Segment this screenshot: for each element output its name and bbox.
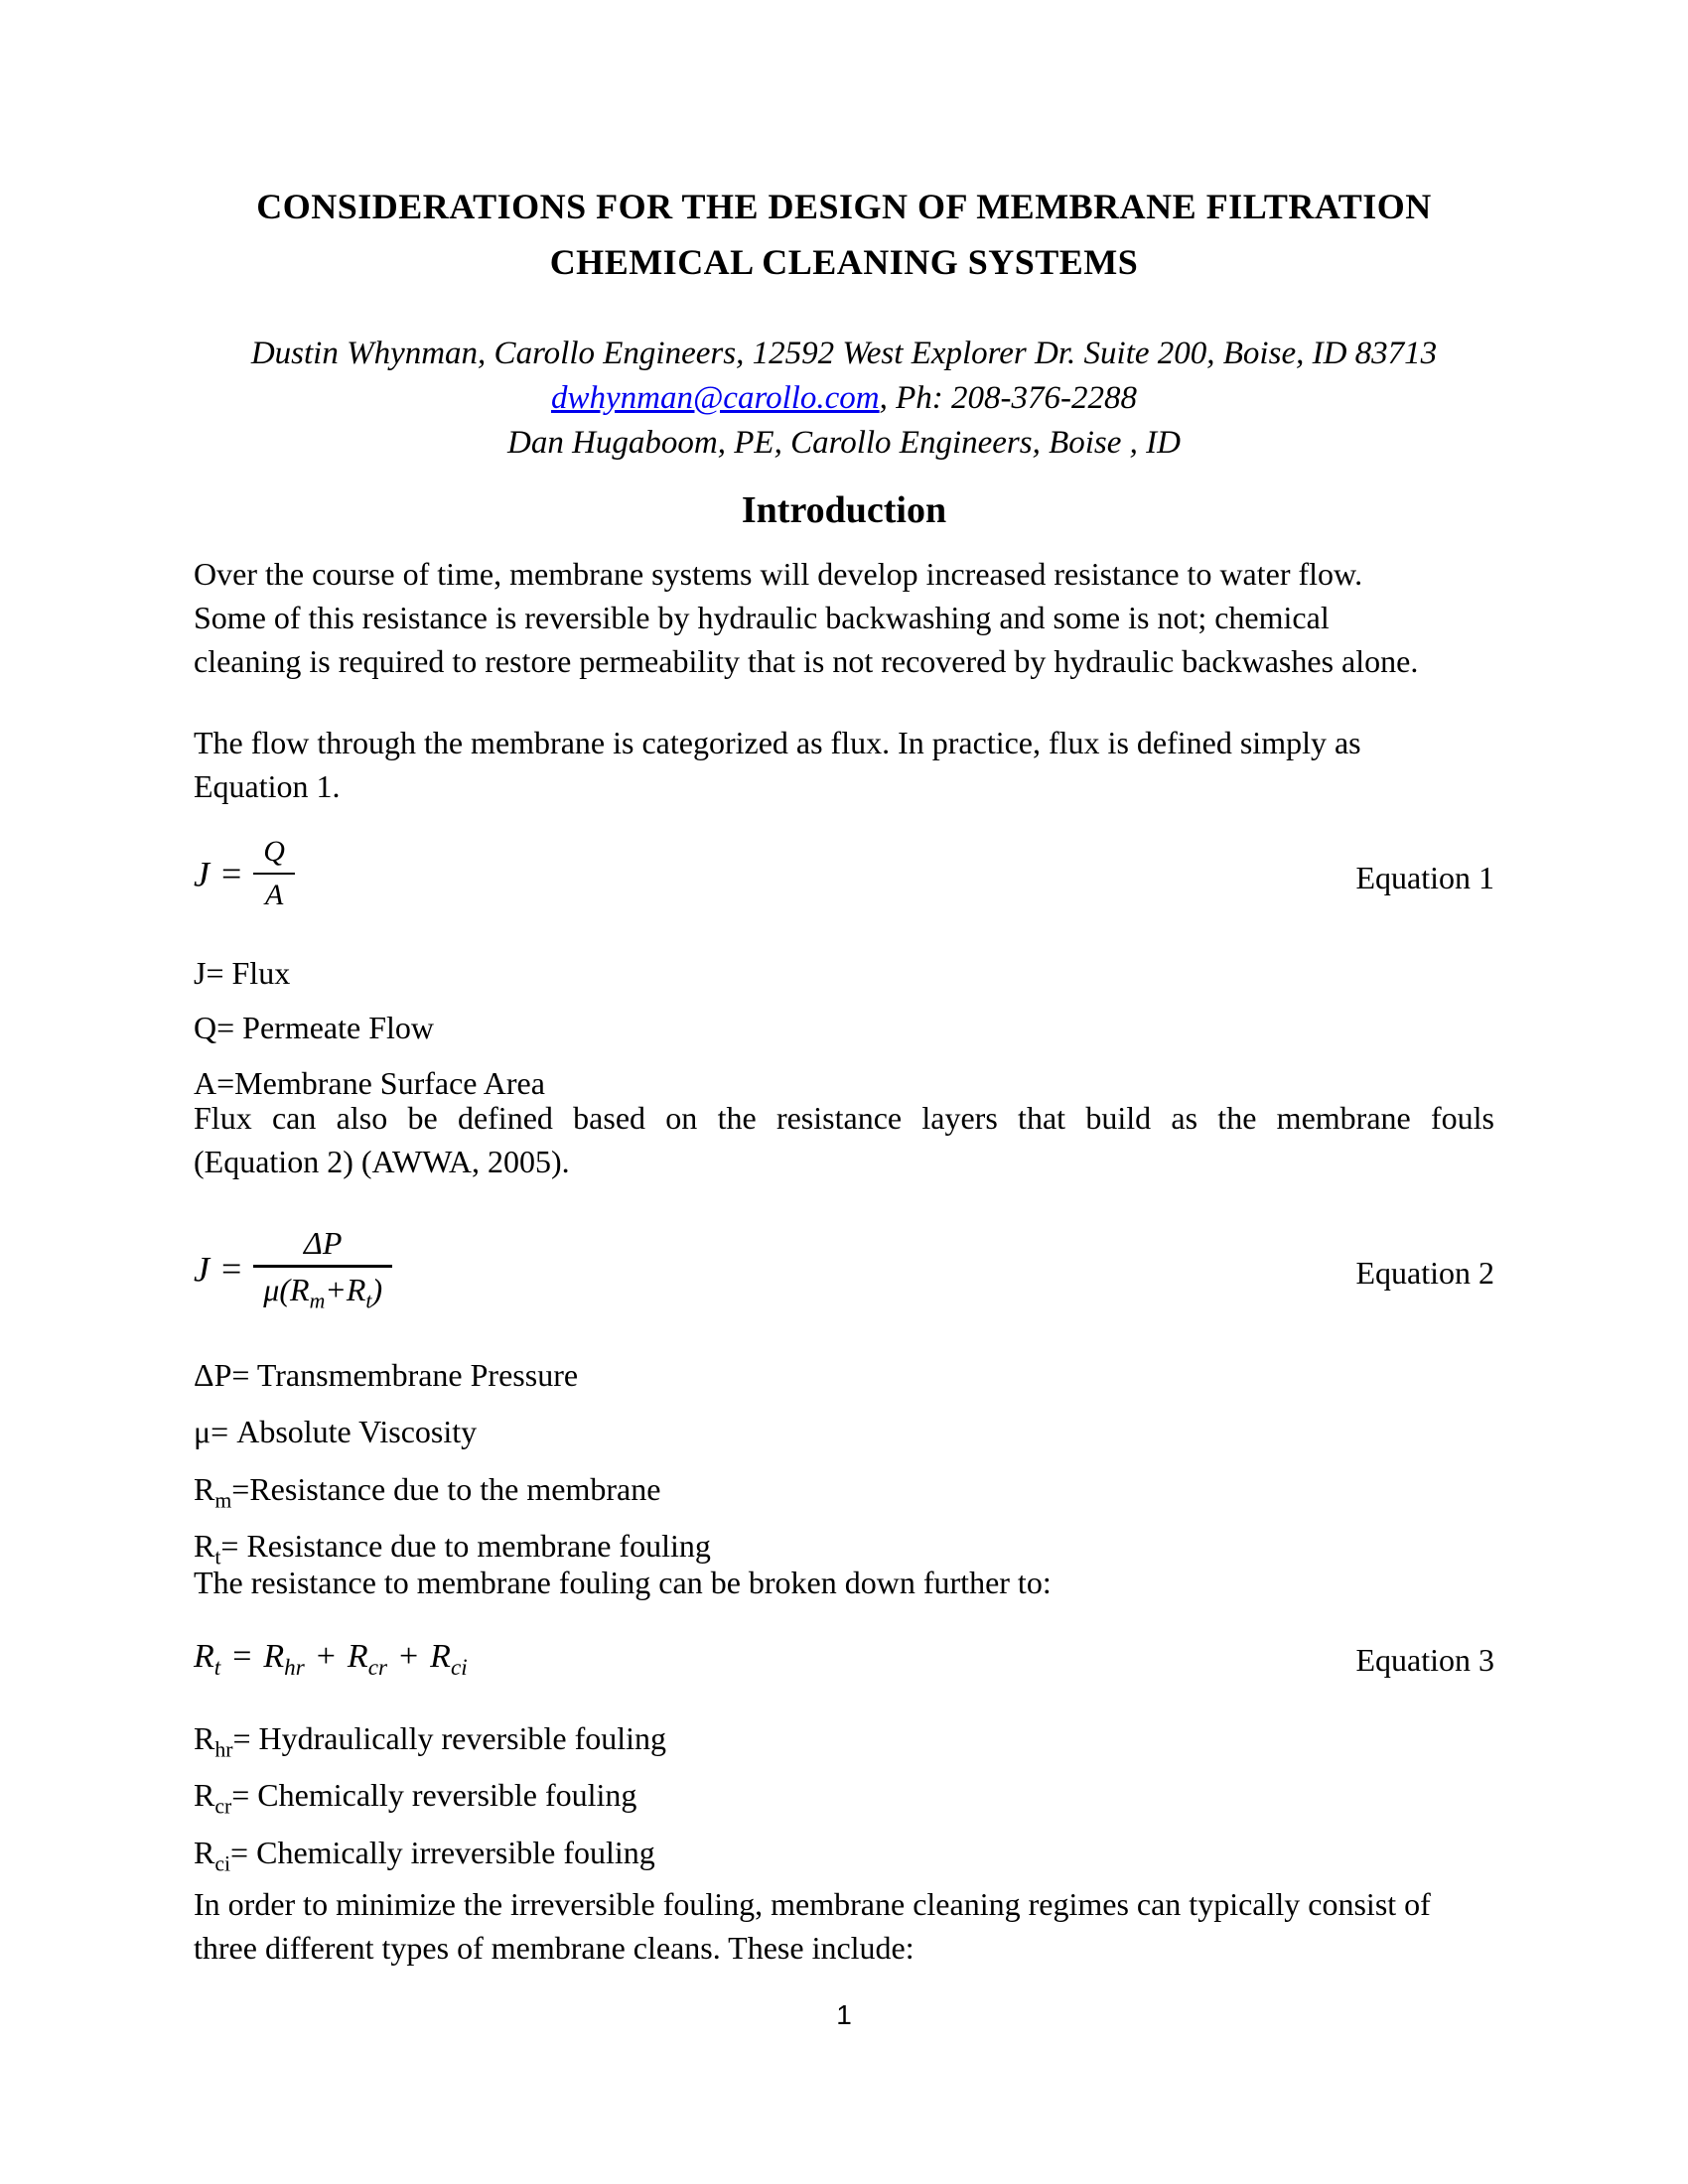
- eq3-term: R: [430, 1638, 451, 1676]
- eq1-equals: =: [220, 854, 242, 894]
- den-text: +R: [325, 1271, 366, 1307]
- definition-text: = Flux: [206, 955, 291, 991]
- eq3-operator: =: [232, 1638, 252, 1676]
- eq2-lhs: J: [194, 1249, 210, 1290]
- den-subscript: t: [365, 1289, 372, 1313]
- definition-text: = Resistance due to membrane fouling: [220, 1528, 711, 1565]
- equation-2-label: Equation 2: [1355, 1254, 1494, 1291]
- eq3-subscript: ci: [450, 1654, 468, 1681]
- definitions-eq3: [194, 1715, 1494, 1886]
- eq1-fraction: [253, 834, 295, 913]
- symbol-subscript: hr: [214, 1737, 233, 1762]
- paper-title-line2: CHEMICAL CLEANING SYSTEMS: [549, 242, 1139, 282]
- author-line1: Dustin Whynman, Carollo Engineers, 12592 West Explorer Dr. Suite 200, Boise, ID 83713: [250, 336, 1438, 371]
- author-line3: Dan Hugaboom, PE, Carollo Engineers, Boise , ID: [507, 425, 1181, 461]
- definitions-eq1: [194, 951, 1494, 1116]
- paragraph-line: Flux can also be defined based on the resistance layers that build as the membrane fouls: [194, 1100, 1494, 1136]
- equation-2: [194, 1224, 392, 1318]
- symbol: μ: [194, 1414, 211, 1450]
- definition-text: = Chemically irreversible fouling: [230, 1834, 655, 1870]
- eq1-lhs: J: [194, 854, 210, 894]
- symbol: J: [194, 955, 207, 991]
- eq3-operator: +: [398, 1638, 419, 1676]
- equation-3: [194, 1638, 468, 1682]
- symbol: R: [194, 1528, 215, 1565]
- definition-text: = Absolute Viscosity: [211, 1414, 478, 1450]
- den-subscript: m: [309, 1289, 326, 1313]
- paragraph-line: (Equation 2) (AWWA, 2005).: [194, 1144, 570, 1179]
- paper-title-line1: CONSIDERATIONS FOR THE DESIGN OF MEMBRANE FILTRATION: [256, 187, 1432, 226]
- definition-line: [194, 1715, 1494, 1772]
- equation-1: [194, 835, 295, 917]
- symbol: A: [194, 1064, 217, 1101]
- paragraph-5: [194, 1882, 1494, 1970]
- paragraph-4: [194, 1561, 1494, 1604]
- definition-line: [194, 1772, 1494, 1829]
- eq3-term: R: [194, 1638, 214, 1676]
- paragraph-line: The flow through the membrane is categorized as flux. In practice, flux is defined simply as: [194, 725, 1361, 760]
- paragraph-line: Some of this resistance is reversible by hydraulic backwashing and some is not; chemical: [194, 600, 1330, 635]
- definition-line: [194, 1409, 1494, 1465]
- symbol: R: [194, 1720, 215, 1756]
- author-line2: [194, 376, 1494, 421]
- eq2-denominator: [253, 1268, 392, 1314]
- definition-line: [194, 1352, 1494, 1409]
- definition-line: [194, 1830, 1494, 1886]
- equation-2-row: [194, 1213, 1494, 1332]
- eq2-numerator: ΔP: [253, 1224, 392, 1268]
- definitions-eq2: [194, 1352, 1494, 1580]
- paragraph-1: [194, 552, 1494, 683]
- paragraph-line: In order to minimize the irreversible fouling, membrane cleaning regimes can typically consist of: [194, 1886, 1431, 1922]
- paragraph-line: Over the course of time, membrane systems will develop increased resistance to water flow.: [194, 556, 1363, 592]
- section-heading: Introduction: [741, 489, 947, 531]
- definition-text: = Hydraulically reversible fouling: [232, 1720, 667, 1756]
- symbol: ΔP: [194, 1357, 232, 1393]
- definition-text: = Transmembrane Pressure: [231, 1357, 579, 1393]
- paper-title: [194, 179, 1494, 290]
- definition-line: [194, 1466, 1494, 1523]
- eq2-equals: =: [220, 1249, 242, 1290]
- definition-text: = Permeate Flow: [216, 1010, 434, 1046]
- symbol-subscript: m: [214, 1488, 232, 1513]
- symbol: Q: [194, 1010, 217, 1046]
- definition-text: = Chemically reversible fouling: [231, 1777, 637, 1814]
- equation-1-label: Equation 1: [1355, 859, 1494, 895]
- eq3-subscript: t: [213, 1654, 221, 1681]
- eq3-term: R: [263, 1638, 285, 1676]
- paragraph-3: [194, 1096, 1494, 1183]
- paragraph-line: The resistance to membrane fouling can be broken down further to:: [194, 1565, 1052, 1600]
- email-link[interactable]: dwhynman@carollo.com: [550, 380, 880, 416]
- phone-text: , Ph: 208-376-2288: [879, 380, 1138, 416]
- paragraph-line: Equation 1.: [194, 768, 341, 804]
- equation-3-label: Equation 3: [1355, 1641, 1494, 1678]
- author-block: [194, 332, 1494, 466]
- definition-text: =Resistance due to the membrane: [231, 1470, 661, 1507]
- paragraph-line: three different types of membrane cleans. These include:: [194, 1930, 914, 1966]
- den-text: ): [371, 1271, 383, 1307]
- eq3-subscript: cr: [367, 1654, 387, 1681]
- eq1-numerator: Q: [253, 834, 295, 875]
- definition-text: =Membrane Surface Area: [216, 1064, 545, 1101]
- eq2-fraction: [253, 1224, 392, 1314]
- eq3-operator: +: [316, 1638, 336, 1676]
- paragraph-2: [194, 721, 1494, 808]
- eq1-denominator: A: [264, 879, 284, 911]
- eq3-term: R: [347, 1638, 368, 1676]
- equation-1-row: [194, 820, 1494, 935]
- symbol: R: [194, 1470, 215, 1507]
- den-text: μ(R: [263, 1271, 310, 1307]
- eq3-subscript: hr: [284, 1654, 305, 1681]
- definition-line: [194, 951, 1494, 1006]
- symbol-subscript: t: [214, 1545, 221, 1570]
- definition-line: [194, 1006, 1494, 1060]
- symbol-subscript: ci: [214, 1851, 231, 1876]
- symbol: R: [194, 1834, 215, 1870]
- symbol: R: [194, 1777, 215, 1814]
- symbol-subscript: cr: [214, 1794, 232, 1819]
- paragraph-line: cleaning is required to restore permeability that is not recovered by hydraulic backwashes alone.: [194, 643, 1419, 679]
- page-number: 1: [836, 1999, 852, 2030]
- equation-3-row: [194, 1624, 1494, 1696]
